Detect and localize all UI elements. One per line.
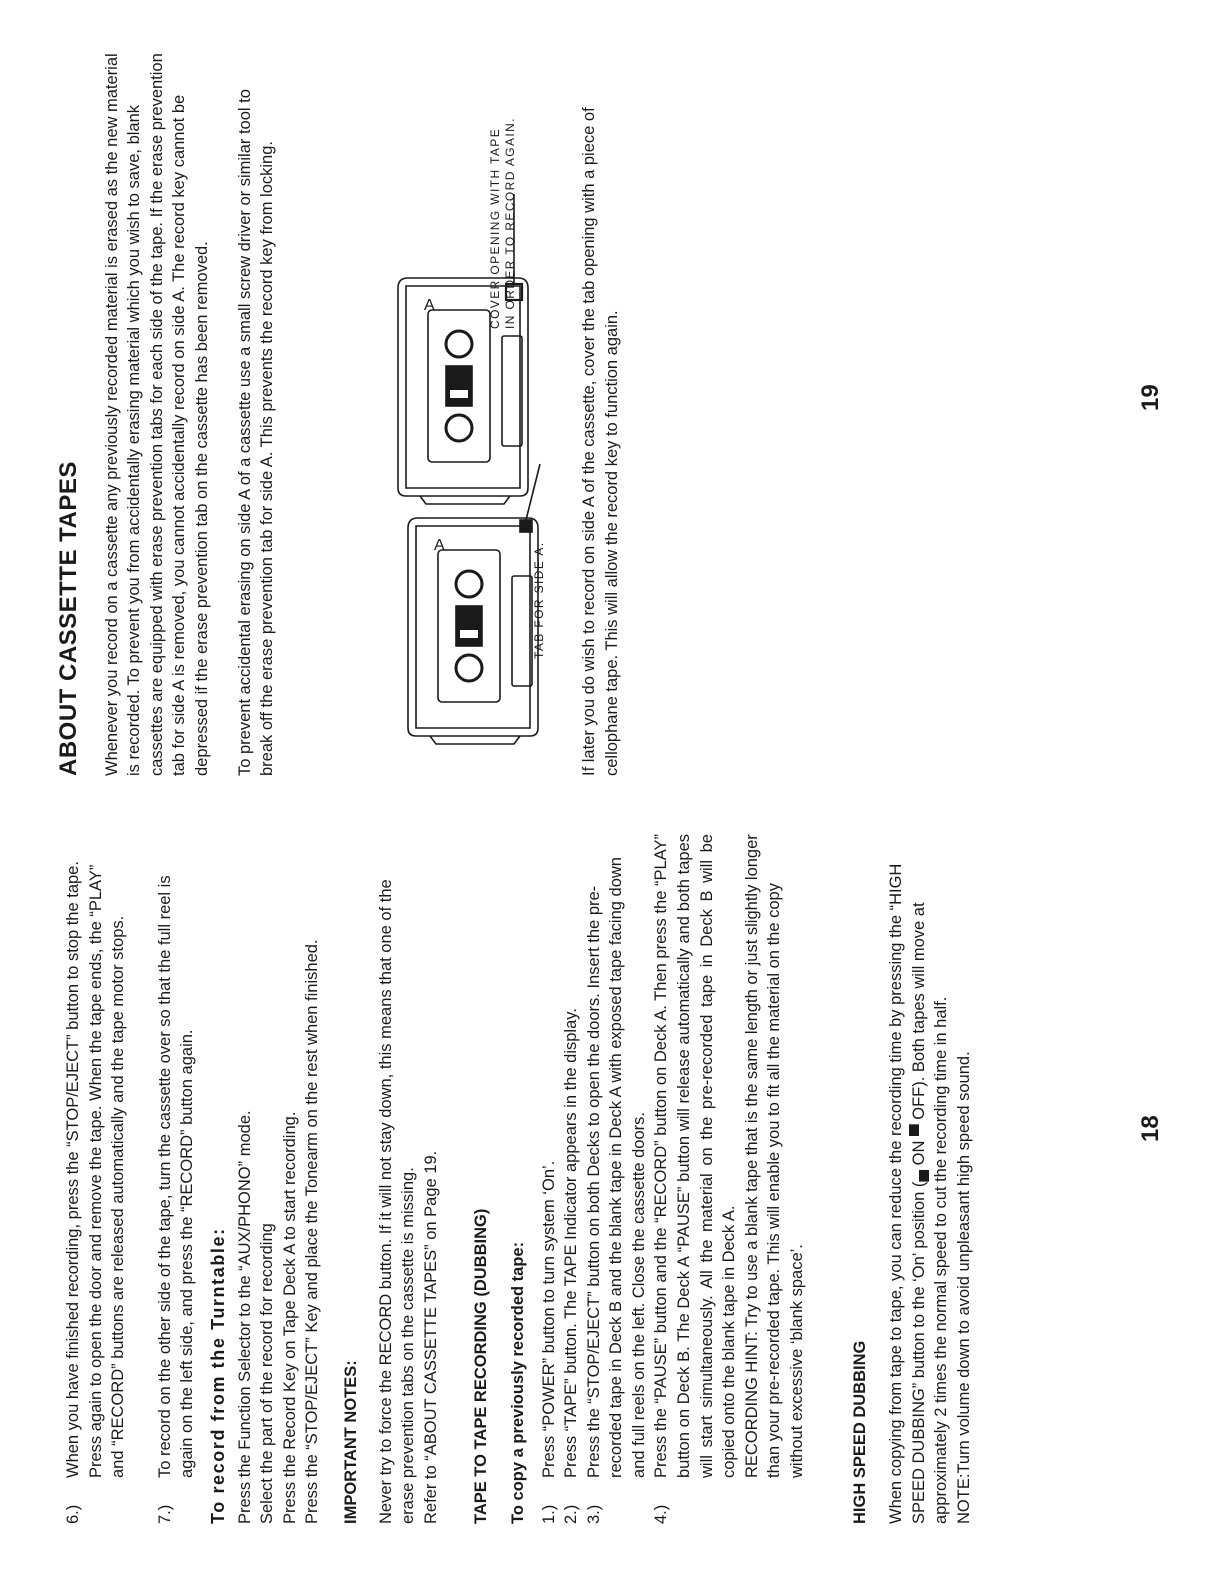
step-text: To record on the other side of the tape, turn the cassette over so that the full reel is again on the left side, and press the “RECORD” button again. [155, 875, 197, 1478]
step-text: Press “TAPE” button. The TAPE Indicator appears in the display. [562, 1008, 581, 1478]
dubbing-step-3 [583, 834, 651, 1524]
turntable-line: Press the Record Key on Tape Deck A to start recording. [280, 1111, 299, 1524]
cassette-side-letter: A [434, 537, 445, 554]
turntable-line: Press the Function Selector to the “AUX/PHONO” mode. [235, 1110, 254, 1524]
tab-side-a-label: TAB FOR SIDE A. [532, 541, 546, 659]
cassette-cover-figure [382, 186, 542, 516]
dubbing-heading: TAPE TO TAPE RECORDING (DUBBING) [472, 1208, 491, 1524]
step-number: 6.) [64, 1504, 82, 1524]
step-text: When you have finished recording, press the “STOP/EJECT” button to stop the tape. Press again to open the door and remove the tape. When the tape ends, the “PLAY” and “RECORD” buttons are released automatically and the tape motor stops. [64, 861, 128, 1478]
dubbing-step-2 [560, 834, 583, 1524]
turntable-heading: To record from the Turntable: [207, 1227, 228, 1524]
step-number: 2.) [562, 1504, 581, 1524]
step-6 [62, 834, 130, 1524]
step-text: Press the “PAUSE” button and the “RECORD” button on Deck A. Then press the “PLAY” button on Deck B. The Deck A “PAUSE” button will release automatically and both tapes will start simultaneously. All the material on the pre-recorded tape in Deck B will be copied onto the blank tape in Deck A. [652, 834, 739, 1478]
turntable-line: Select the part of the record for recording [258, 1223, 277, 1524]
dubbing-step-1 [538, 834, 561, 1524]
turntable-line: Press the “STOP/EJECT” Key and place the Tonearm on the rest when finished. [303, 939, 322, 1524]
important-notes-reference: Refer to “ABOUT CASSETTE TAPES” on Page 19. [421, 1150, 440, 1524]
page-18-column [0, 834, 976, 1524]
step-text: Press “POWER” button to turn system ‘On’. [539, 1160, 558, 1478]
page-number-18: 18 [1137, 1115, 1164, 1142]
page-19-column [0, 51, 279, 776]
cassette-side-letter: A [424, 297, 435, 314]
important-notes-text: Never try to force the RECORD button. If it will not stay down, this means that one of the erase prevention tabs on the cassette is missing. [376, 879, 418, 1524]
cover-opening-label: IN ORDER TO RECORD AGAIN. [503, 117, 517, 329]
cover-opening-label: COVER OPENING WITH TAPE [488, 127, 502, 329]
step-text: Press the “STOP/EJECT” button on both Decks to open the doors. Insert the pre-recorded tape in Deck B and the blank tape in Deck A with exposed tape facing down and full reels on the left. Close the cassette doors. [584, 857, 648, 1478]
dubbing-step-4 [650, 834, 740, 1524]
step-7 [154, 834, 199, 1524]
step-number: 3.) [584, 1504, 603, 1524]
about-cassette-title: ABOUT CASSETTE TAPES [55, 461, 82, 776]
page-number-19: 19 [1137, 384, 1164, 411]
important-notes-heading: IMPORTANT NOTES: [341, 1360, 360, 1524]
step-number: 7.) [155, 1504, 174, 1524]
high-speed-dubbing-text: When copying from tape to tape, you can reduce the recording time by pressing the “HIGH SPEED DUBBING” button to the ‘On’ position (▄ ON ▀ OFF). Both tapes will move at approximately 2 times the normal speed to cut the recording time in half. [887, 863, 951, 1524]
cassette-paragraph-3: If later you do wish to record on side A of the cassette, cover the tab opening with a piece of cellophane tape. This will allow the record key to function again. [580, 107, 621, 776]
cassette-paragraph-1: Whenever you record on a cassette any previously recorded material is erased as the new material is recorded. To prevent you from accidentally erasing material which you wish to save, blank cassettes are equipped with erase prevention tabs for each side of the tape. If the erase prevention tab for side A is removed, you cannot accidentally record on side A. The record key cannot be depressed if the erase prevention tab on the cassette has been removed. [102, 53, 211, 776]
copy-tape-heading: To copy a previously recorded tape: [508, 1241, 527, 1524]
recording-hint-text: RECORDING HINT: Try to use a blank tape that is the same length or just slightly longer than your pre-recorded tape. This will enable you to fit all the material on the copy without excessive ‘blank space’. [742, 834, 807, 1478]
high-speed-dubbing-heading: HIGH SPEED DUBBING [850, 1340, 869, 1524]
step-number: 4.) [652, 1504, 671, 1524]
step-number: 1.) [539, 1504, 558, 1524]
recording-hint [741, 834, 809, 1524]
high-speed-dubbing-note: NOTE:Turn volume down to avoid unpleasant high speed sound. [955, 1051, 973, 1524]
cassette-paragraph-2: To prevent accidental erasing on side A of a cassette use a small screw driver or similar tool to break off the erase prevention tab for side A. This prevents the record key from locking. [235, 89, 277, 776]
